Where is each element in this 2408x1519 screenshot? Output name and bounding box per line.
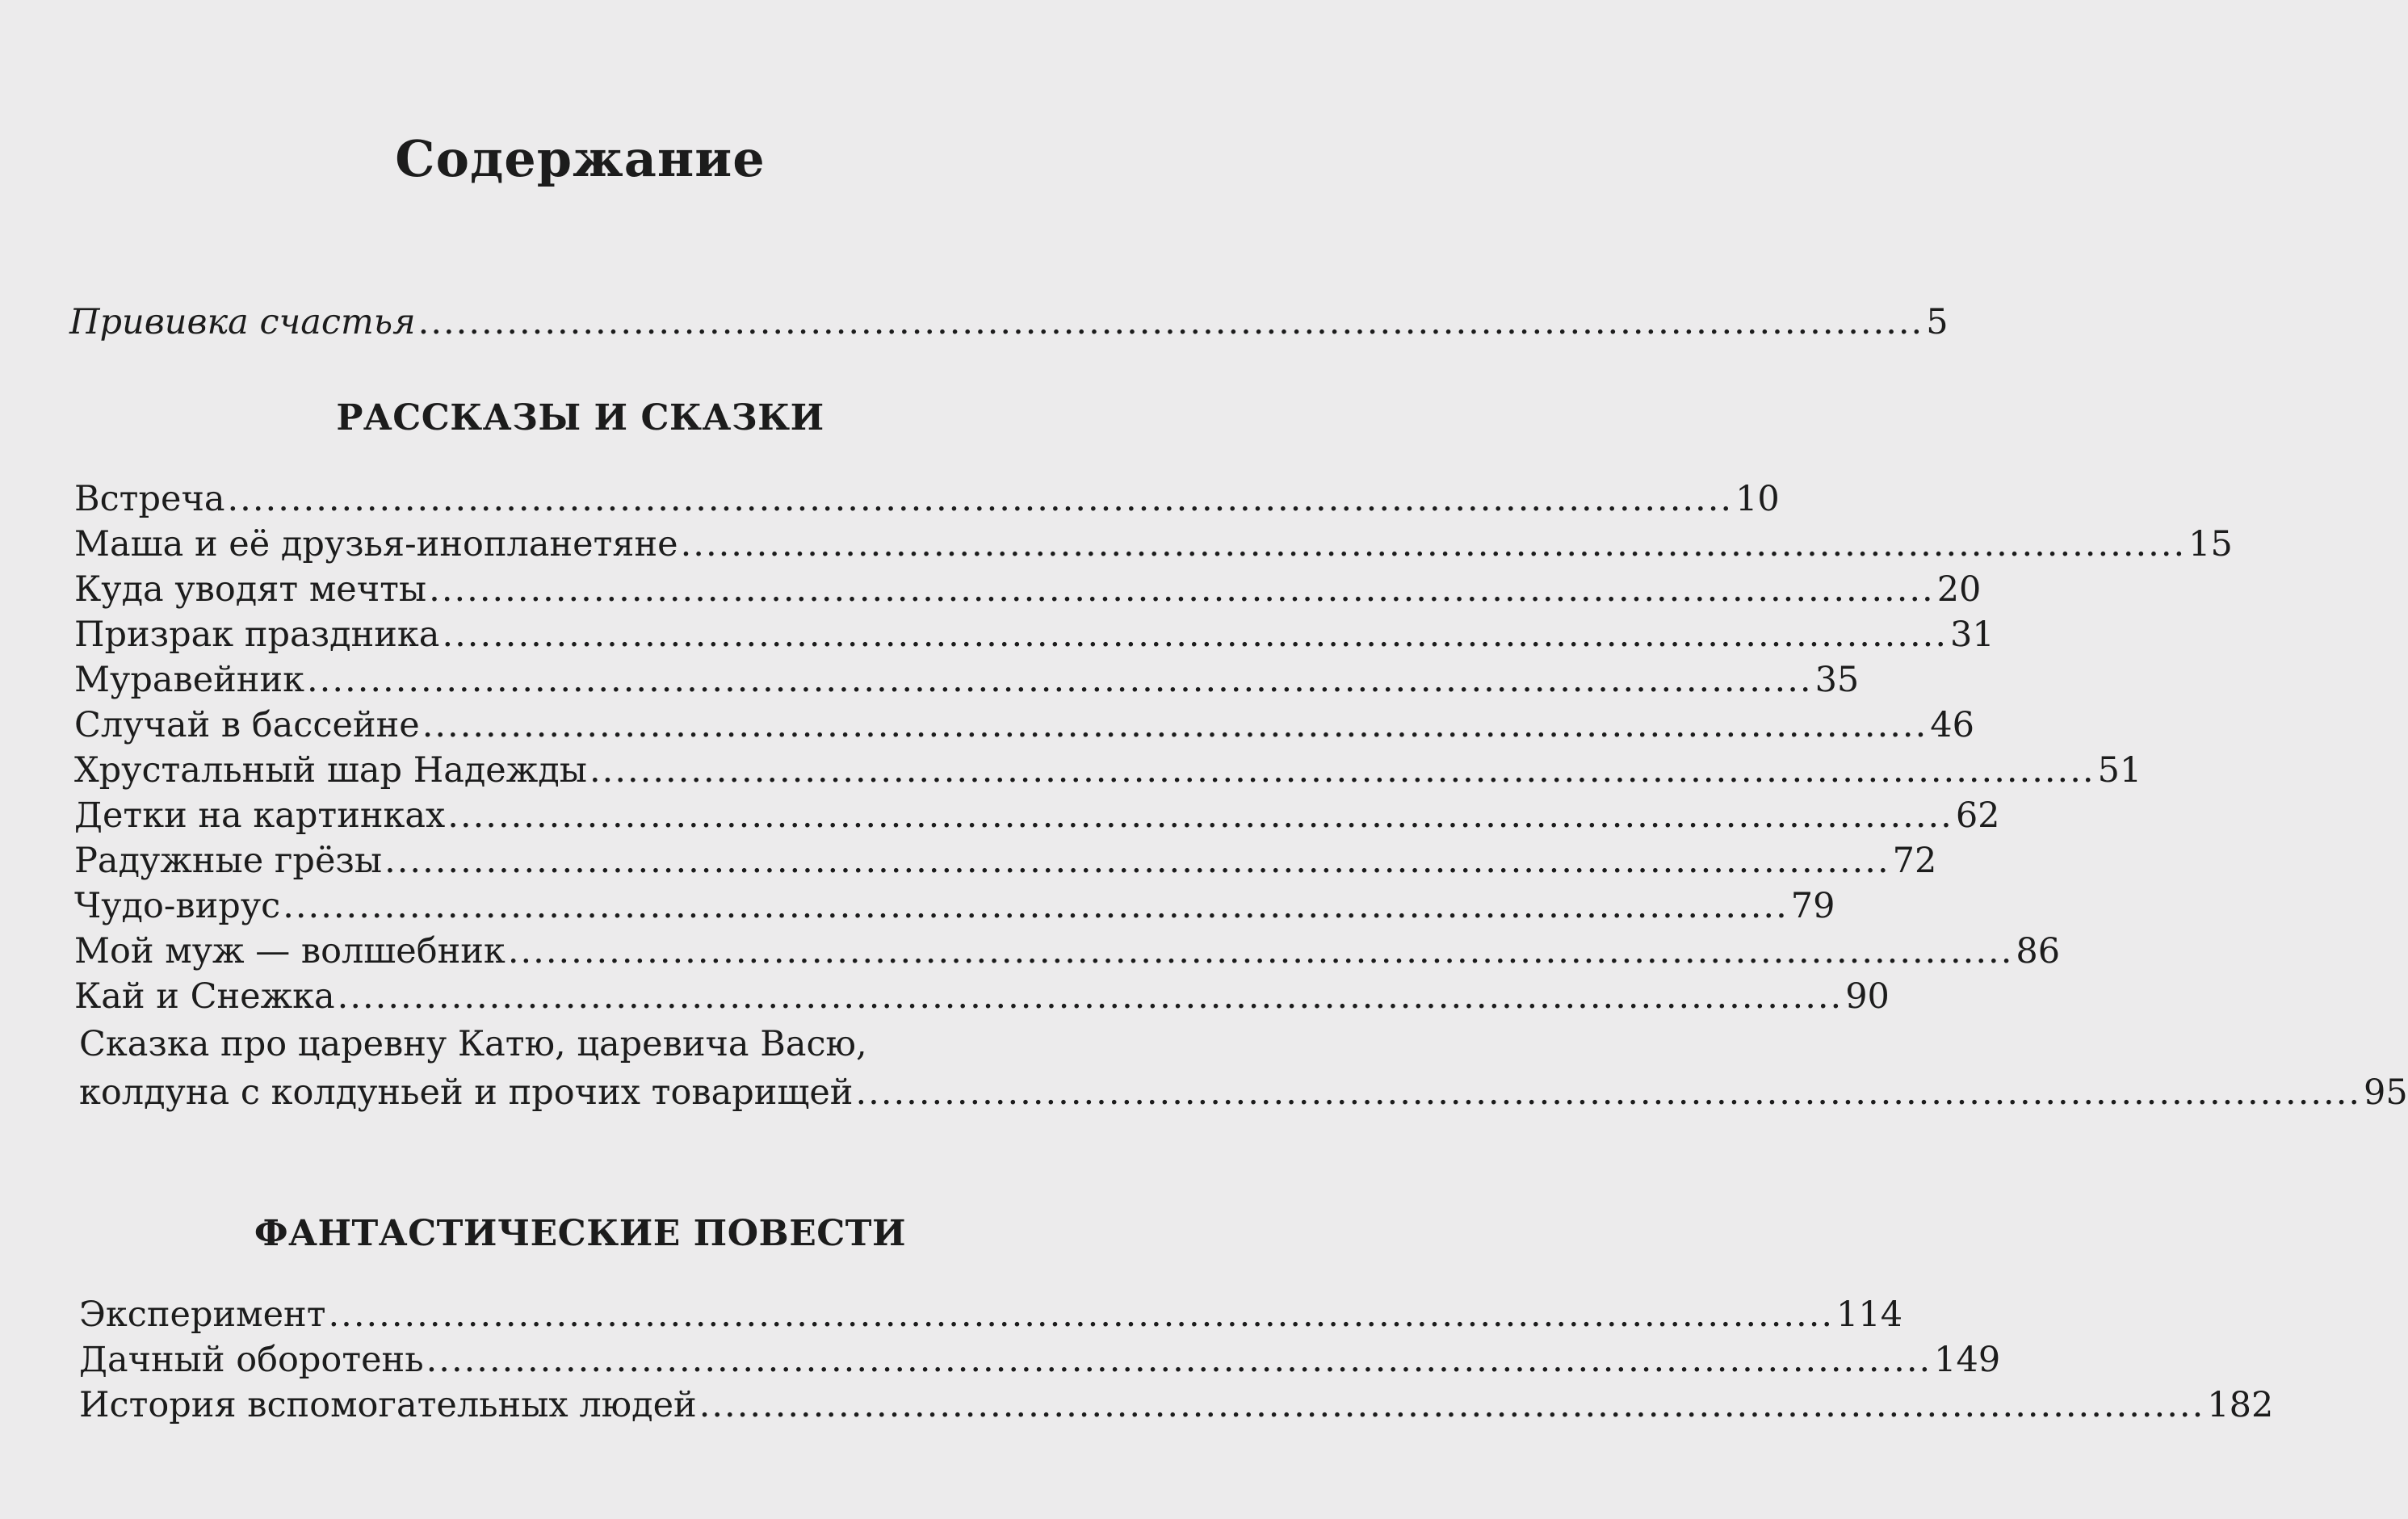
toc-entry-page: 51	[2097, 750, 2142, 791]
toc-entry-title-line2: колдуна с колдуньей и прочих товарищей	[79, 1072, 854, 1113]
toc-entry	[74, 881, 1835, 931]
toc-entry-title: Кай и Снежка	[74, 976, 335, 1017]
toc-entry-title: Хрустальный шар Надежды	[74, 750, 588, 791]
toc-entry	[74, 610, 1995, 660]
toc-entry-title: Муравейник	[74, 660, 305, 700]
toc-entry-title: Дачный оборотень	[79, 1340, 424, 1380]
toc-entry	[74, 971, 1890, 1022]
leader-dots: .......................................................................................................................	[680, 524, 2187, 564]
leader-dots: .......................................................................................................................	[227, 479, 1734, 519]
leader-dots: .......................................................................................................................	[417, 302, 1924, 342]
toc-entry-page: 46	[1930, 705, 1974, 745]
toc-entry-page: 114	[1836, 1295, 1903, 1335]
toc-entry-page: 149	[1934, 1340, 2001, 1380]
page-title: Содержание	[395, 129, 766, 188]
toc-entry-page: 62	[1955, 795, 2000, 836]
toc-entry-page: 95	[2364, 1072, 2408, 1113]
toc-entry-page: 72	[1892, 841, 1937, 881]
leader-dots: .......................................................................................................................	[384, 841, 1890, 881]
leader-dots: .......................................................................................................................	[328, 1295, 1835, 1335]
leader-dots: .......................................................................................................................	[507, 931, 2014, 971]
toc-entry	[74, 519, 2233, 569]
toc-entry	[79, 1380, 2274, 1430]
toc-entry	[74, 836, 1937, 886]
toc-entry	[79, 1068, 2408, 1118]
leader-dots: .......................................................................................................................	[307, 660, 1813, 700]
toc-entry-title: Детки на картинках	[74, 795, 446, 836]
toc-entry-title: Эксперимент	[79, 1295, 326, 1335]
toc-entry-title: Радужные грёзы	[74, 841, 383, 881]
leader-dots: .......................................................................................................................	[589, 750, 2095, 791]
toc-entry-title: Прививка счастья	[69, 302, 416, 342]
toc-entry	[79, 1335, 2001, 1385]
toc-entry	[74, 745, 2142, 795]
toc-entry-page: 10	[1735, 479, 1780, 519]
toc-entry-title: Мой муж — волшебник	[74, 931, 506, 971]
toc-entry	[79, 1290, 1903, 1340]
toc-entry	[74, 655, 1860, 705]
toc-entry-page: 90	[1845, 976, 1890, 1017]
toc-entry-page: 79	[1790, 886, 1835, 926]
toc-entry	[74, 700, 1974, 750]
toc-entry-title: Случай в бассейне	[74, 705, 420, 745]
toc-entry-page: 182	[2207, 1385, 2274, 1425]
toc-entry-title: Призрак праздника	[74, 615, 440, 655]
toc-entry-title: Куда уводят мечты	[74, 569, 427, 610]
toc-entry-page: 86	[2016, 931, 2061, 971]
toc-entry-title-line1: Сказка про царевну Катю, царевича Васю,	[79, 1024, 867, 1064]
toc-entry-title: Маша и её друзья-инопланетяне	[74, 524, 678, 564]
leader-dots: .......................................................................................................................	[337, 976, 1844, 1017]
leader-dots: .......................................................................................................................	[422, 705, 1928, 745]
toc-entry-intro	[69, 297, 1949, 347]
toc-entry-page: 35	[1814, 660, 1860, 700]
leader-dots: .......................................................................................................................	[429, 569, 1935, 610]
toc-entry-page: 31	[1949, 615, 1995, 655]
toc-entry-title: Встреча	[74, 479, 225, 519]
leader-dots: .......................................................................................................................	[855, 1072, 2362, 1113]
toc-entry-title: История вспомогательных людей	[79, 1385, 697, 1425]
toc-entry-title: Чудо-вирус	[74, 886, 281, 926]
toc-entry	[74, 791, 2000, 841]
leader-dots: .......................................................................................................................	[447, 795, 1953, 836]
toc-entry	[74, 926, 2061, 976]
toc-entry	[74, 474, 1780, 524]
toc-entry-page: 15	[2188, 524, 2233, 564]
leader-dots: .......................................................................................................................	[698, 1385, 2205, 1425]
toc-entry-page: 5	[1926, 302, 1949, 342]
leader-dots: .......................................................................................................................	[426, 1340, 1932, 1380]
toc-entry	[74, 564, 1982, 615]
leader-dots: .......................................................................................................................	[442, 615, 1948, 655]
leader-dots: .......................................................................................................................	[283, 886, 1789, 926]
section-heading-novellas: ФАНТАСТИЧЕСКИЕ ПОВЕСТИ	[254, 1213, 907, 1254]
section-heading-stories: РАССКАЗЫ И СКАЗКИ	[336, 397, 824, 438]
toc-entry-page: 20	[1936, 569, 1982, 610]
